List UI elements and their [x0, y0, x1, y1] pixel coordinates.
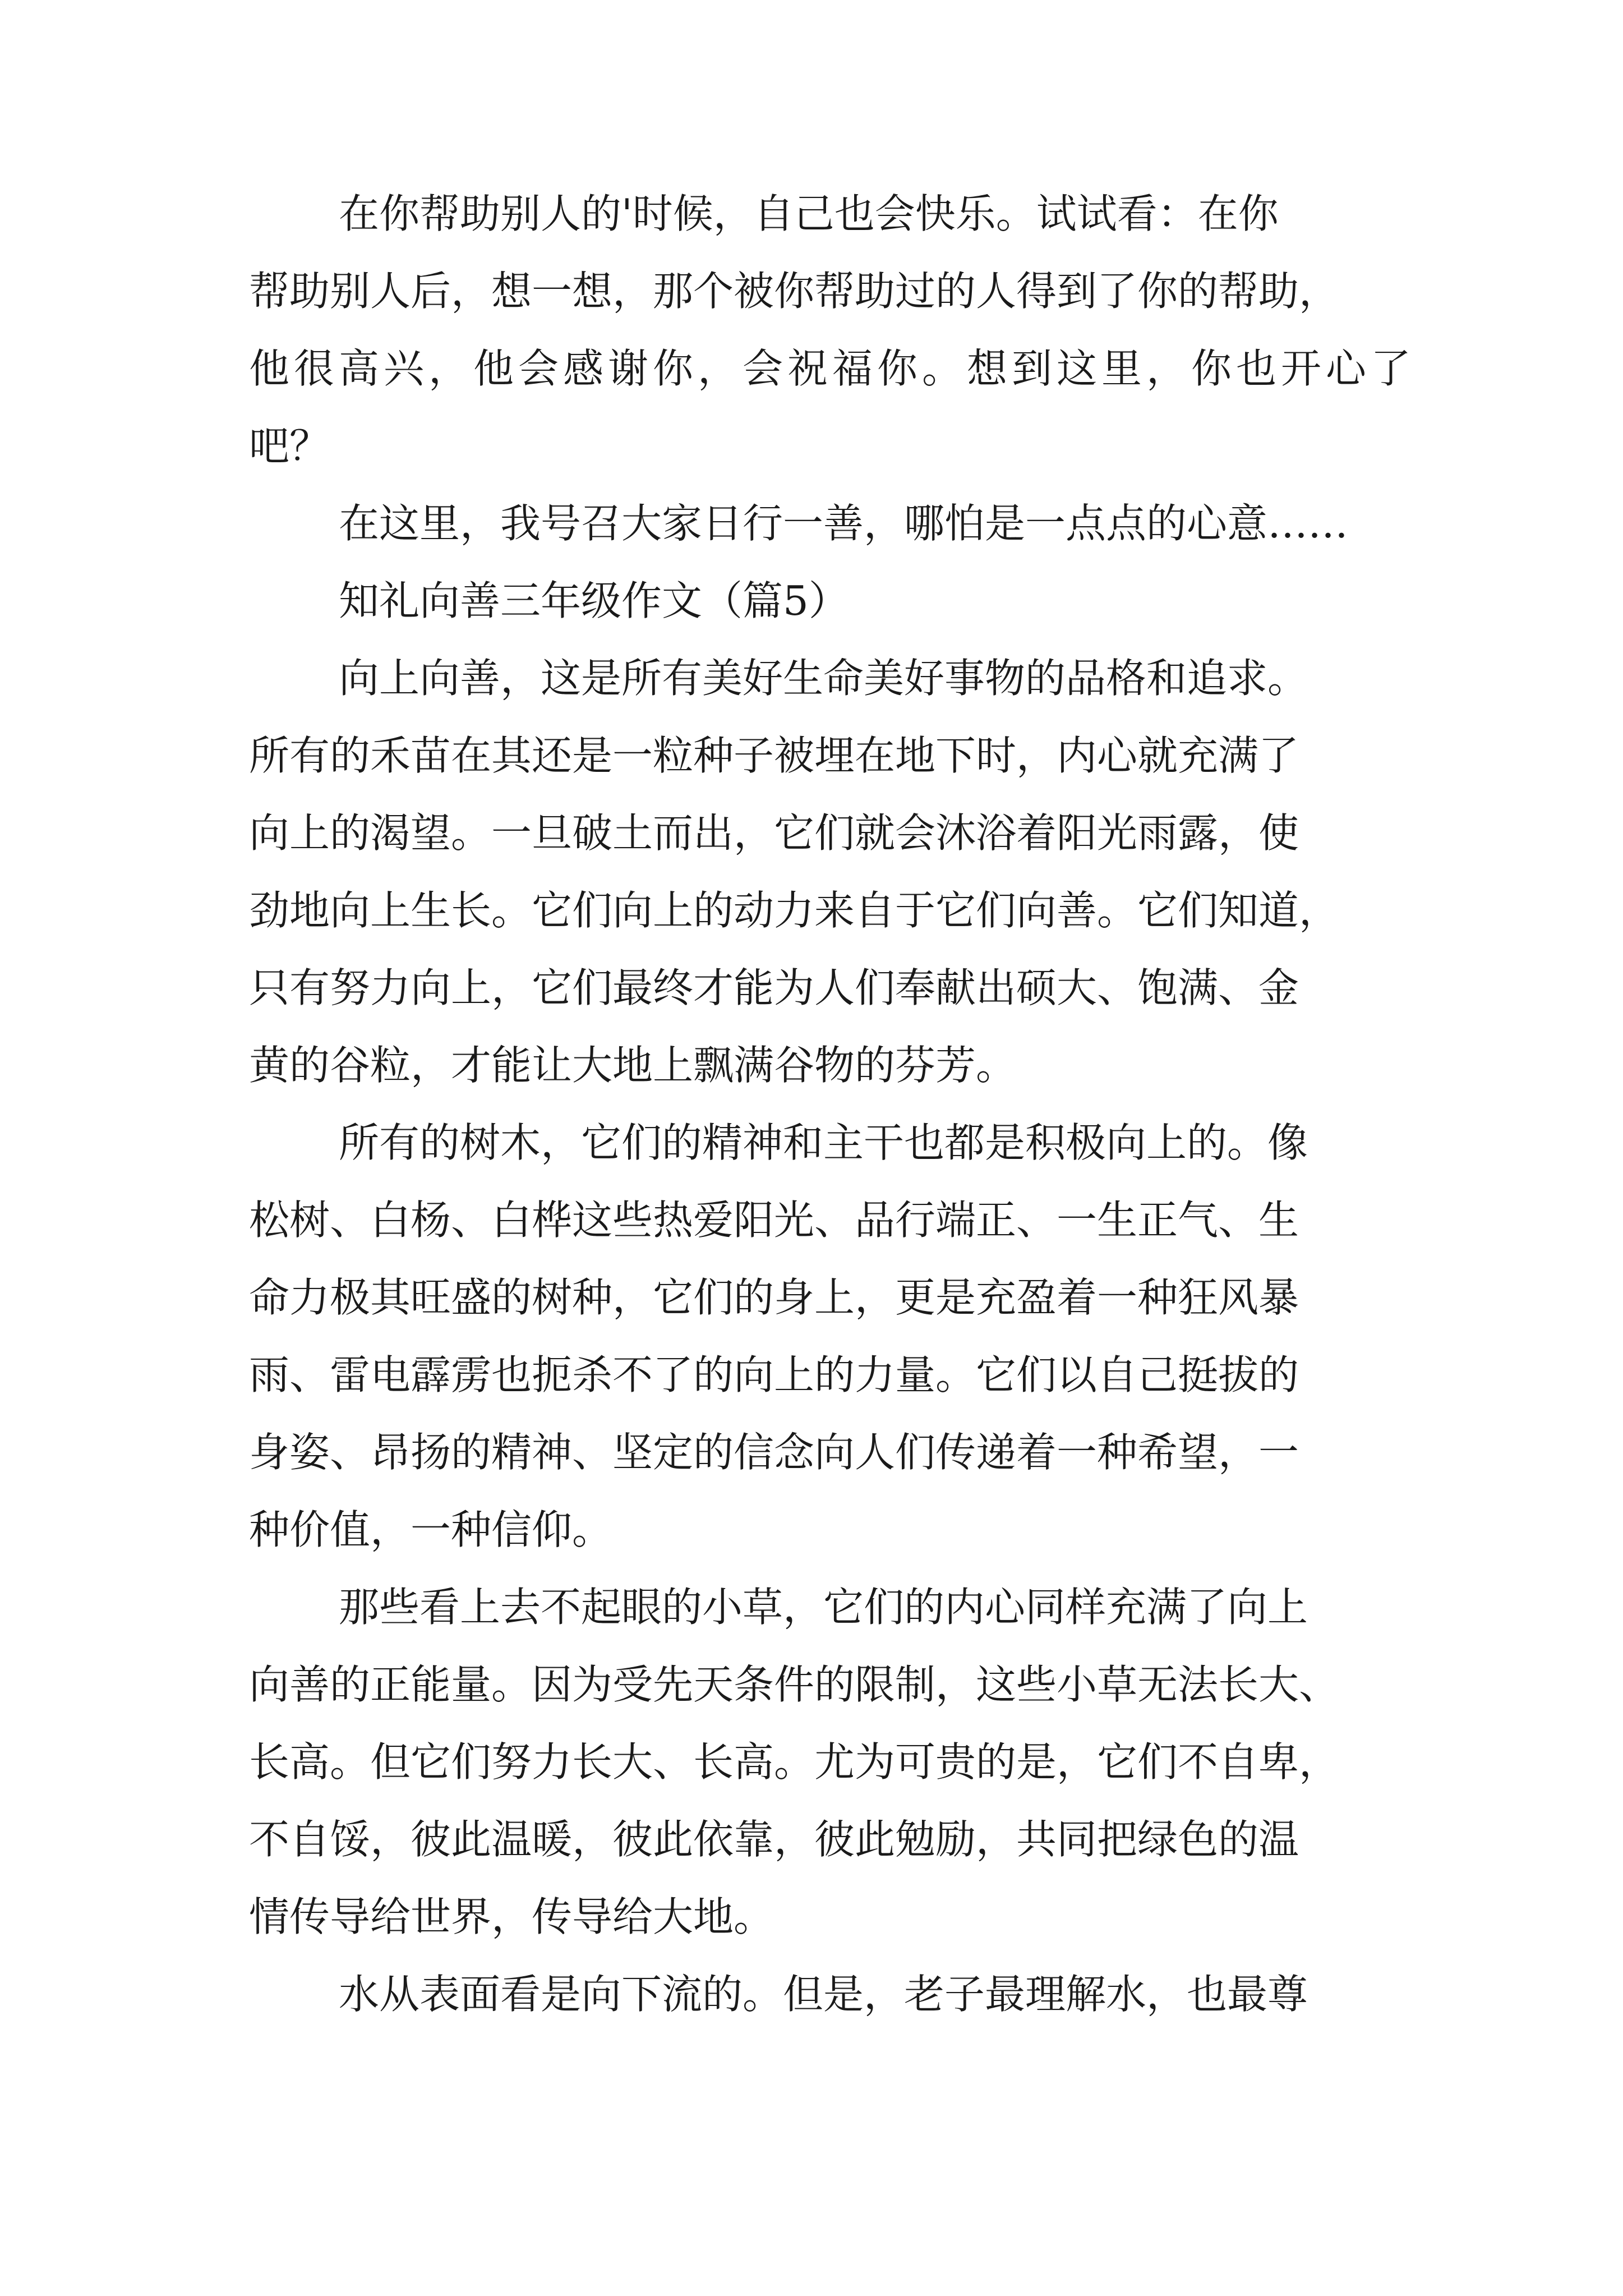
text-line: 所有的禾苗在其还是一粒种子被埋在地下时，内心就充满了 [249, 732, 1299, 779]
text-line: 长高。但它们努力长大、长高。尤为可贵的是，它们不自卑， [249, 1738, 1340, 1786]
text-line: 向上向善，这是所有美好生命美好事物的品格和追求。 [339, 655, 1308, 702]
text-line: 帮助别人后，想一想，那个被你帮助过的人得到了你的帮助， [249, 268, 1340, 315]
text-line: 只有努力向上，它们最终才能为人们奉献出硕大、饱满、金 [249, 964, 1299, 1011]
text-line: 雨、雷电霹雳也扼杀不了的向上的力量。它们以自己挺拔的 [249, 1351, 1299, 1398]
text-line: 情传导给世界，传导给大地。 [249, 1893, 774, 1940]
text-line: 种价值，一种信仰。 [249, 1506, 613, 1553]
text-line: 向上的渴望。一旦破土而出，它们就会沐浴着阳光雨露，使 [249, 809, 1299, 857]
text-line: 身姿、昂扬的精神、坚定的信念向人们传递着一种希望，一 [249, 1429, 1299, 1476]
text-line: 命力极其旺盛的树种，它们的身上，更是充盈着一种狂风暴 [249, 1274, 1299, 1321]
text-line: 劲地向上生长。它们向上的动力来自于它们向善。它们知道， [249, 887, 1340, 934]
text-line: 在这里，我号召大家日行一善，哪怕是一点点的心意…… [339, 500, 1349, 547]
text-line: 黄的谷粒，才能让大地上飘满谷物的芬芳。 [249, 1042, 1017, 1089]
text-line: 松树、白杨、白桦这些热爱阳光、品行端正、一生正气、生 [249, 1197, 1299, 1244]
text-line: 所有的树木，它们的精神和主干也都是积极向上的。像 [339, 1119, 1308, 1166]
text-line: 向善的正能量。因为受先天条件的限制，这些小草无法长大、 [249, 1661, 1340, 1708]
text-line: 吧？ [249, 422, 330, 470]
text-line: 那些看上去不起眼的小草，它们的内心同样充满了向上 [339, 1584, 1308, 1631]
text-line: 在你帮助别人的'时候，自己也会快乐。试试看：在你 [339, 190, 1279, 237]
section-heading: 知礼向善三年级作文（篇5） [339, 577, 849, 624]
text-line: 不自馁，彼此温暖，彼此依靠，彼此勉励，共同把绿色的温 [249, 1816, 1299, 1863]
text-line: 水从表面看是向下流的。但是，老子最理解水，也最尊 [339, 1971, 1308, 2018]
text-line: 他很高兴，他会感谢你，会祝福你。想到这里，你也开心了 [249, 345, 1416, 392]
